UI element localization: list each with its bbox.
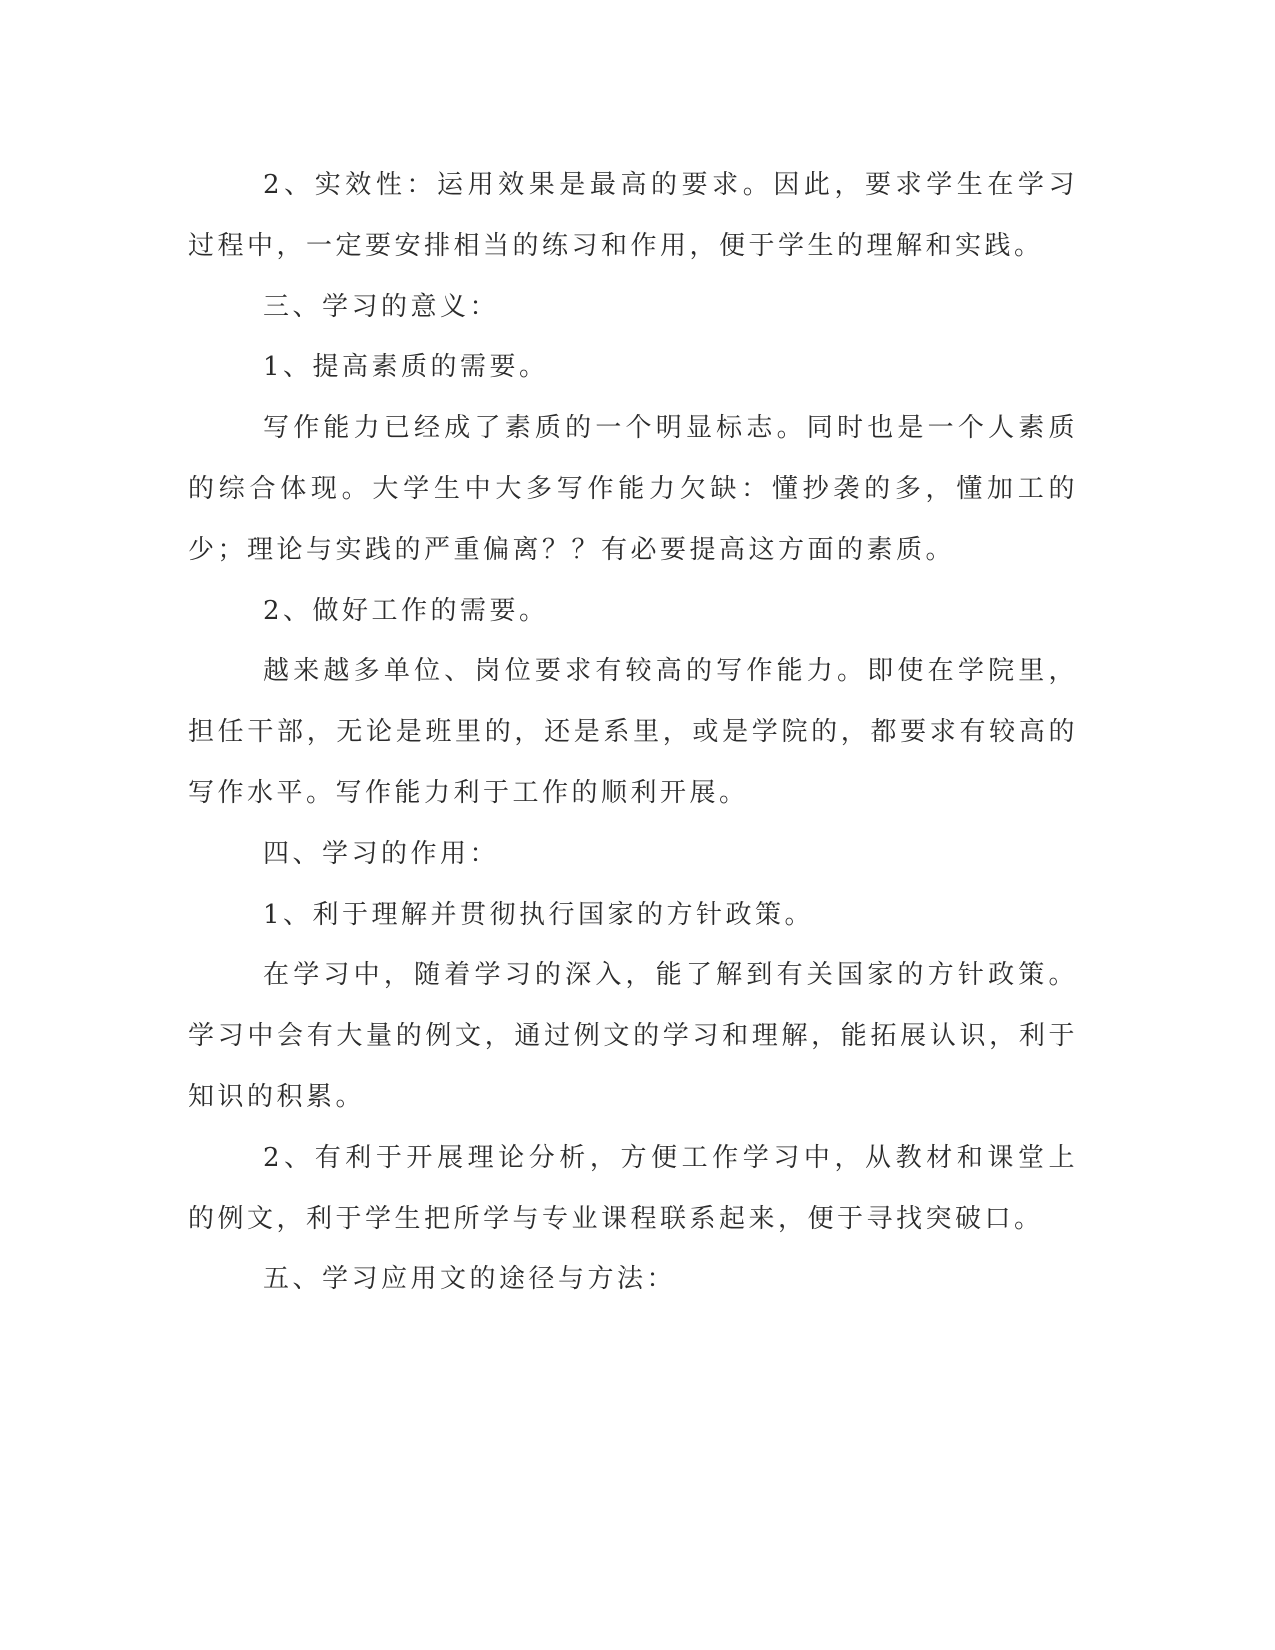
paragraph-theory-analysis: 2、有利于开展理论分析，方便工作学习中，从教材和课堂上的例文，利于学生把所学与专业课程联系起来，便于寻找突破口。 <box>188 1142 1078 1234</box>
paragraph-writing-ability: 写作能力已经成了素质的一个明显标志。同时也是一个人素质的综合体现。大学生中大多写作能力欠缺：懂抄袭的多，懂加工的少；理论与实践的严重偏离？？有必要提高这方面的素质。 <box>188 413 1078 565</box>
paragraph-work-requirements: 越来越多单位、岗位要求有较高的写作能力。即使在学院里，担任干部，无论是班里的，还是系里，或是学院的，都要求有较高的写作水平。写作能力利于工作的顺利开展。 <box>188 656 1078 808</box>
subheading-work: 2、做好工作的需要。 <box>263 595 549 626</box>
subheading-quality: 1、提高素质的需要。 <box>263 352 549 383</box>
subheading-policy: 1、利于理解并贯彻执行国家的方针政策。 <box>263 899 815 930</box>
heading-function: 四、学习的作用： <box>263 838 500 869</box>
paragraph-effectiveness: 2、实效性：运用效果是最高的要求。因此，要求学生在学习过程中，一定要安排相当的练习和作用，便于学生的理解和实践。 <box>188 170 1078 261</box>
document-body <box>188 155 1078 1310</box>
heading-methods: 五、学习应用文的途径与方法： <box>263 1264 677 1295</box>
heading-significance: 三、学习的意义： <box>263 291 500 322</box>
paragraph-policy: 在学习中，随着学习的深入，能了解到有关国家的方针政策。学习中会有大量的例文，通过例文的学习和理解，能拓展认识，利于知识的积累。 <box>188 960 1078 1112</box>
